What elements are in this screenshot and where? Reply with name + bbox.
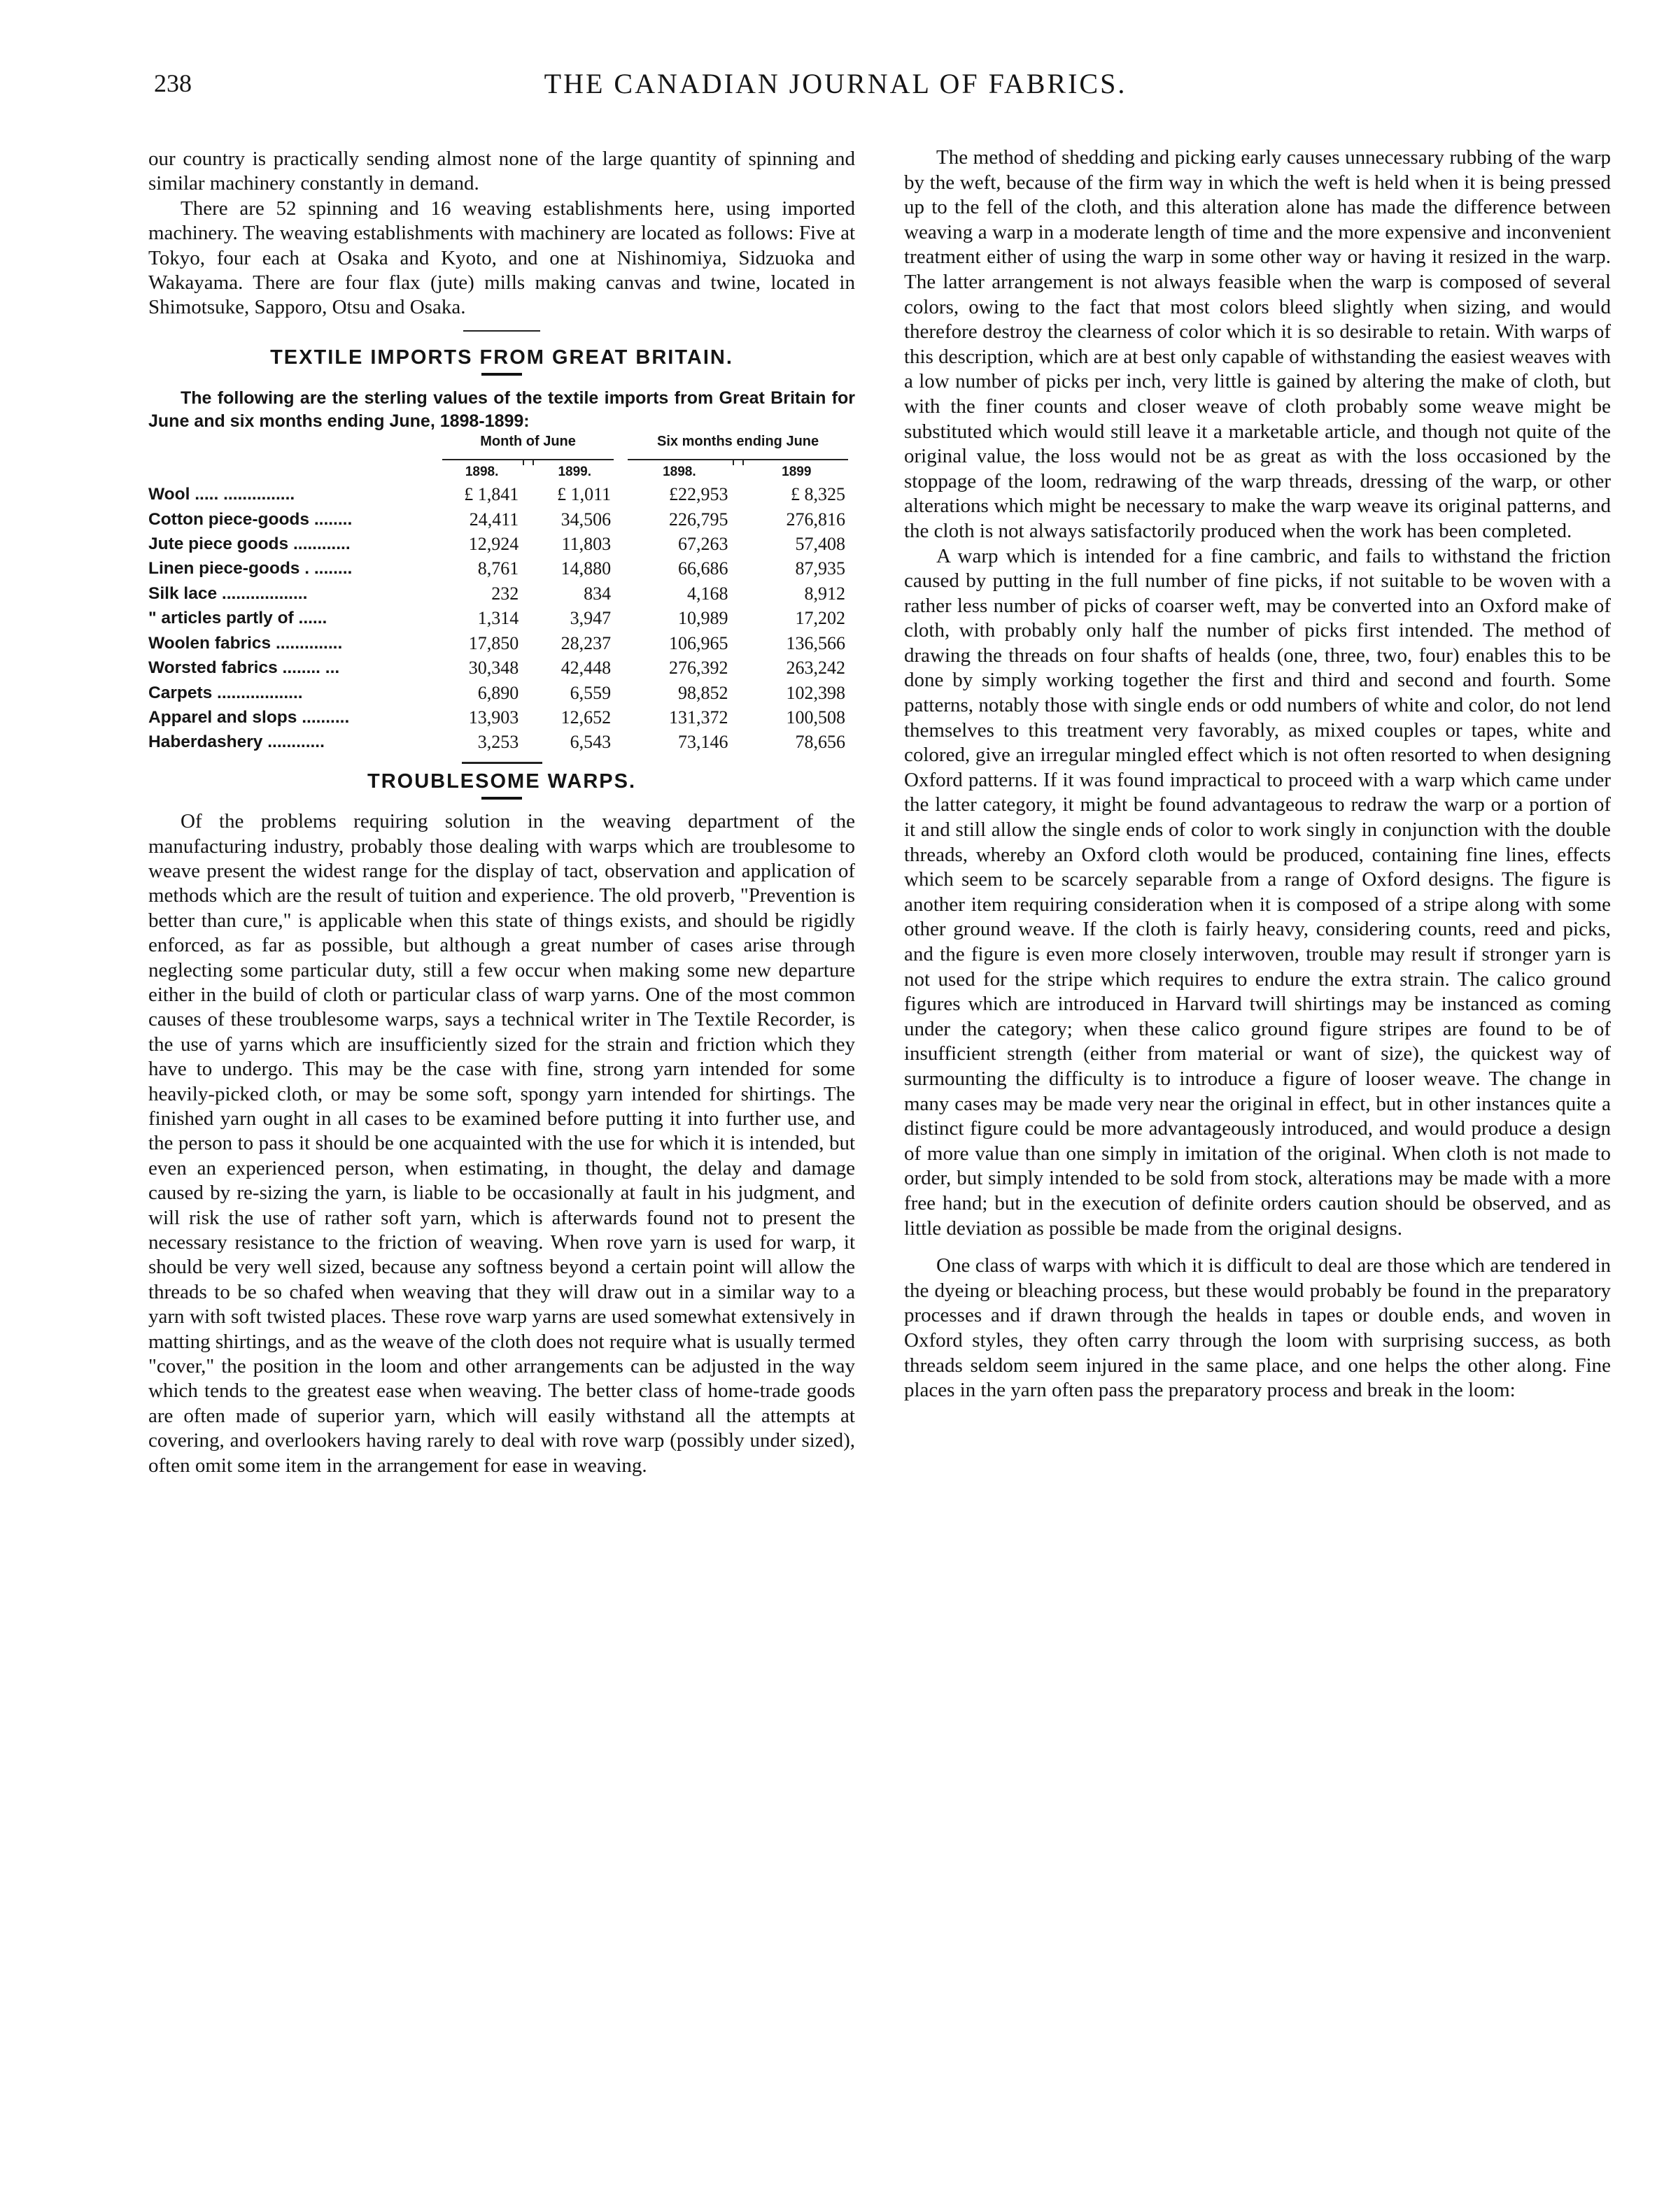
- title-rule: [481, 797, 522, 800]
- import-value: 4,168: [687, 583, 728, 604]
- import-value: 102,398: [786, 682, 845, 703]
- shedding-paragraph: The method of shedding and picking early causes unnecessary rubbing of the warp by the weft, because of the firm way in which the weft is held when it is being pressed up to the fell of the cloth, and this alteration alone has made the difference between weaving a warp in a moderate length of time and the more expensive and inconvenient treatment either of using the warp in some other way or having it resized in the warp. The latter arrangement is not always feasible when the warp is composed of several colors, owing to the fact that most colors bleed slightly when sizing, and would therefore destroy the clearness of color which it is so desirable to retain. With warps of this description, which are at best only capable of withstanding the easiest weaves with a low number of picks per inch, very little is gained by altering the make of cloth, but with the finer counts and closer weave of cloth probably some weave might be substituted which would still leave it a marketable article, and though not quite of the original value, the loss would not be as great as with the loss occasioned by the stoppage of the loom, redrawing of the warp threads, dressing of the warp, or other alterations which might be necessary to make the warp weave its original patterns, and the cloth is not always satisfactorily produced when the work has been completed.: [904, 146, 1611, 542]
- dot-leader: ..... ...............: [195, 485, 295, 504]
- import-row: [148, 581, 855, 606]
- import-value: 6,890: [477, 682, 519, 703]
- item-label: Apparel and slops: [148, 707, 297, 727]
- title-rule: [481, 373, 522, 376]
- import-row: [148, 681, 855, 705]
- import-value: £22,953: [669, 484, 728, 505]
- import-value: 28,237: [560, 632, 612, 653]
- cambric-paragraph: A warp which is intended for a fine cambric, and fails to withstand the friction caused by putting in the full number of fine picks, if not suitable to be woven with a rather less number of picks of coarser weft, may be converted into an Oxford make of cloth, with probably only half the number of picks first intended. The method of drawing the threads on four shafts of healds (one, three, two, four) enables this to be done by simply working together the first and third and second and fourth. Some patterns, notably those with single ends or odd numbers of white and color, do not lend themselves to this treatment very favorably, as mixed couples or tapes, white and colored, give an irregular mingled effect which is not often resorted to when designing Oxford patterns. If it was found impractical to proceed with a warp which came under the latter category, it might be found advantageous to redraw the warp or a portion of it and still allow the single ends of color to work singly in conjunction with the double threads, whereby an Oxford cloth would be produced, containing fine lines, effects which seem to be scarcely separable from a range of Oxford designs. The figure is another item requiring consideration when it is composed of a stripe along with some other ground weave. If the cloth is fairly heavy, considering counts, reed and picks, and the figure is even more closely interwoven, trouble may result if stronger yarn is not used for the stripe which requires to endure the extra strain. The calico ground figures which are introduced in Harvard twill shirtings may be instanced as coming under the category; when these calico ground figure stripes are found to be of insufficient strength (either from material or want of size), the quickest way of surmounting the difficulty is to introduce a figure of looser weave. The change in many cases may be made very near the original in effect, but in other instances quite a distinct figure could be more advantageously introduced, and would produce a design of more value than one simply in imitation of the original. When cloth is not made to order, but simply intended to be sold from stock, alterations may be made with a more free hand; but in the execution of definite orders caution should be observed, and as little deviation as possible be made from the original designs.: [904, 544, 1611, 1240]
- import-value: 17,202: [795, 608, 845, 629]
- item-label: " articles partly of: [148, 609, 294, 628]
- section-divider: [463, 330, 540, 332]
- import-value: 14,880: [560, 558, 612, 579]
- import-row: [148, 556, 855, 581]
- dot-leader: ............: [292, 534, 351, 554]
- import-item: [148, 581, 435, 606]
- import-value: 100,508: [786, 707, 845, 728]
- import-value: £ 1,011: [557, 484, 612, 505]
- import-value: 276,392: [669, 658, 728, 679]
- item-label: Linen piece-goods: [148, 559, 300, 579]
- import-value: 98,852: [678, 682, 728, 703]
- section-divider: [462, 762, 542, 764]
- warps-title: TROUBLESOME WARPS.: [367, 770, 636, 793]
- item-label: Jute piece goods: [148, 534, 289, 554]
- import-value: £ 8,325: [791, 484, 845, 505]
- import-value: 276,816: [786, 509, 845, 530]
- import-value: 87,935: [795, 558, 845, 579]
- import-value: 10,989: [678, 608, 728, 629]
- import-value: 30,348: [468, 658, 519, 679]
- journal-title: THE CANADIAN JOURNAL OF FABRICS.: [544, 68, 1127, 99]
- item-label: Woolen fabrics: [148, 633, 272, 653]
- dot-leader: ........: [313, 509, 353, 529]
- import-value: 66,686: [678, 558, 728, 579]
- import-value: 106,965: [669, 632, 728, 653]
- import-item: [148, 556, 435, 581]
- dot-leader: ..................: [217, 683, 303, 702]
- import-value: 24,411: [469, 509, 519, 530]
- year-header: 1899: [782, 465, 812, 480]
- import-value: 834: [584, 583, 612, 604]
- import-row: [148, 507, 855, 532]
- imports-intro: The following are the sterling values of the textile imports from Great Britain for June and six months ending June, 1898-1899:: [148, 388, 855, 432]
- import-value: 73,146: [678, 732, 728, 753]
- import-item: [148, 532, 435, 556]
- import-row: [148, 532, 855, 556]
- import-row: [148, 655, 855, 680]
- year-header: 1898.: [663, 465, 696, 480]
- import-value: 3,947: [570, 608, 612, 629]
- import-value: 3,253: [477, 732, 519, 753]
- import-value: 263,242: [786, 658, 845, 679]
- intro-paragraph: our country is practically sending almost none of the large quantity of spinning and similar machinery constantly in demand.: [148, 148, 855, 195]
- import-value: 12,652: [560, 707, 612, 728]
- tendered-warps-paragraph: One class of warps with which it is difficult to deal are those which are tendered in the dyeing or bleaching process, but these would probably be found in the preparatory processes and if drawn through the healds in tapes or double ends, and woven in Oxford styles, they often carry through the loom with surprising success, as both threads seldom seem injured in the same place, and one helps the other along. Fine places in the yarn often pass the preparatory process and break in the loom:: [904, 1254, 1611, 1402]
- brace-six-months: [628, 452, 848, 460]
- dot-leader: . ........: [304, 559, 353, 579]
- dot-leader: ............: [267, 732, 325, 752]
- establishments-paragraph: There are 52 spinning and 16 weaving establishments here, using imported machinery. The weaving establishments with machinery are located as follows: Five at Tokyo, four each at Osaka and Kyoto, and one at Nishinomiya, Sidzuoka and Wakayama. There are four flax (jute) mills making canvas and twine, located in Shimotsuke, Sapporo, Otsu and Osaka.: [148, 197, 855, 319]
- dot-leader: ..........: [302, 707, 350, 727]
- import-value: 11,803: [561, 534, 612, 555]
- dot-leader: ........ ...: [282, 658, 340, 678]
- import-value: 12,924: [468, 534, 519, 555]
- import-row: [148, 705, 855, 730]
- imports-table: [148, 433, 855, 754]
- import-item: [148, 730, 435, 754]
- import-row: [148, 631, 855, 655]
- brace-month: [442, 452, 614, 460]
- item-label: Worsted fabrics: [148, 658, 278, 678]
- import-item: [148, 507, 435, 532]
- import-value: 13,903: [468, 707, 519, 728]
- left-column: [148, 147, 855, 1478]
- import-item: [148, 655, 435, 680]
- dot-leader: ......: [298, 609, 327, 628]
- import-value: 42,448: [560, 658, 612, 679]
- import-value: 136,566: [786, 632, 845, 653]
- import-row: [148, 482, 855, 506]
- import-value: 34,506: [560, 509, 612, 530]
- import-value: 232: [491, 583, 519, 604]
- import-value: 6,559: [570, 682, 612, 703]
- import-value: 8,761: [477, 558, 519, 579]
- item-label: Carpets: [148, 683, 213, 702]
- import-value: 57,408: [795, 534, 845, 555]
- import-value: 78,656: [795, 732, 845, 753]
- import-value: 6,543: [570, 732, 612, 753]
- right-column: [904, 146, 1611, 1403]
- item-label: Haberdashery: [148, 732, 263, 752]
- page-number: 238: [154, 69, 192, 97]
- dot-leader: ..................: [221, 583, 308, 603]
- item-label: Wool: [148, 485, 190, 504]
- import-item: [148, 705, 435, 730]
- import-value: £ 1,841: [464, 484, 519, 505]
- import-value: 67,263: [678, 534, 728, 555]
- import-row: [148, 606, 855, 630]
- imports-rows: [148, 482, 855, 754]
- item-label: Silk lace: [148, 583, 218, 603]
- import-item: [148, 482, 435, 506]
- import-value: 17,850: [468, 632, 519, 653]
- import-value: 226,795: [669, 509, 728, 530]
- import-row: [148, 730, 855, 754]
- year-header: 1898.: [465, 465, 499, 480]
- import-value: 131,372: [669, 707, 728, 728]
- year-header: 1899.: [558, 465, 591, 480]
- import-item: [148, 631, 435, 655]
- import-value: 8,912: [804, 583, 845, 604]
- group-month-june: Month of June: [480, 434, 576, 450]
- group-six-months: Six months ending June: [657, 434, 819, 450]
- import-value: 1,314: [477, 608, 519, 629]
- imports-title: TEXTILE IMPORTS FROM GREAT BRITAIN.: [270, 346, 733, 369]
- dot-leader: ..............: [275, 633, 343, 653]
- warps-paragraph: Of the problems requiring solution in the weaving department of the manufacturing industry, probably those dealing with warps which are troublesome to weave present the widest range for the display of tact, observation and application of methods which are the result of tuition and experience. The old proverb, "Prevention is better than cure," is applicable when this state of things exists, and should be rigidly enforced, as far as possible, but although a great number of cases arise through neglecting some particular duty, still a few occur when making some new departure either in the build of cloth or particular class of warp yarns. One of the most common causes of these troublesome warps, says a technical writer in The Textile Recorder, is the use of yarns which are insufficiently sized for the strain and friction which they have to undergo. This may be the case with fine, strong yarn intended for some heavily-picked cloth, or may be some soft, spongy yarn intended for shirtings. The finished yarn ought in all cases to be examined before putting it into further use, and the person to pass it should be one acquainted with the use for which it is intended, but even an experienced person, when estimating, in thought, the delay and damage caused by re-sizing the yarn, is liable to be occasionally at fault in his judgment, and will risk the use of rather soft yarn, which is afterwards found not to present the necessary resistance to the friction of weaving. When rove yarn is used for warp, it should be very well sized, because any softness beyond a certain point will allow the threads to be so chafed when weaving that they will draw out in a similar way to a yarn with soft twisted places. These rove warp yarns are used somewhat extensively in matting shirtings, and as the weave of the cloth does not require what is usually termed "cover," the position in the loom and other arrangements can be adjusted in the way which tends to the greatest ease when weaving. The better class of home-trade goods are often made of superior yarn, which will easily withstand all the attempts at covering, and overlookers having rarely to deal with rove warp (possibly under sized), often omit some item in the arrangement for ease in weaving.: [148, 810, 855, 1477]
- item-label: Cotton piece-goods: [148, 509, 310, 529]
- import-item: [148, 606, 435, 630]
- import-item: [148, 681, 435, 705]
